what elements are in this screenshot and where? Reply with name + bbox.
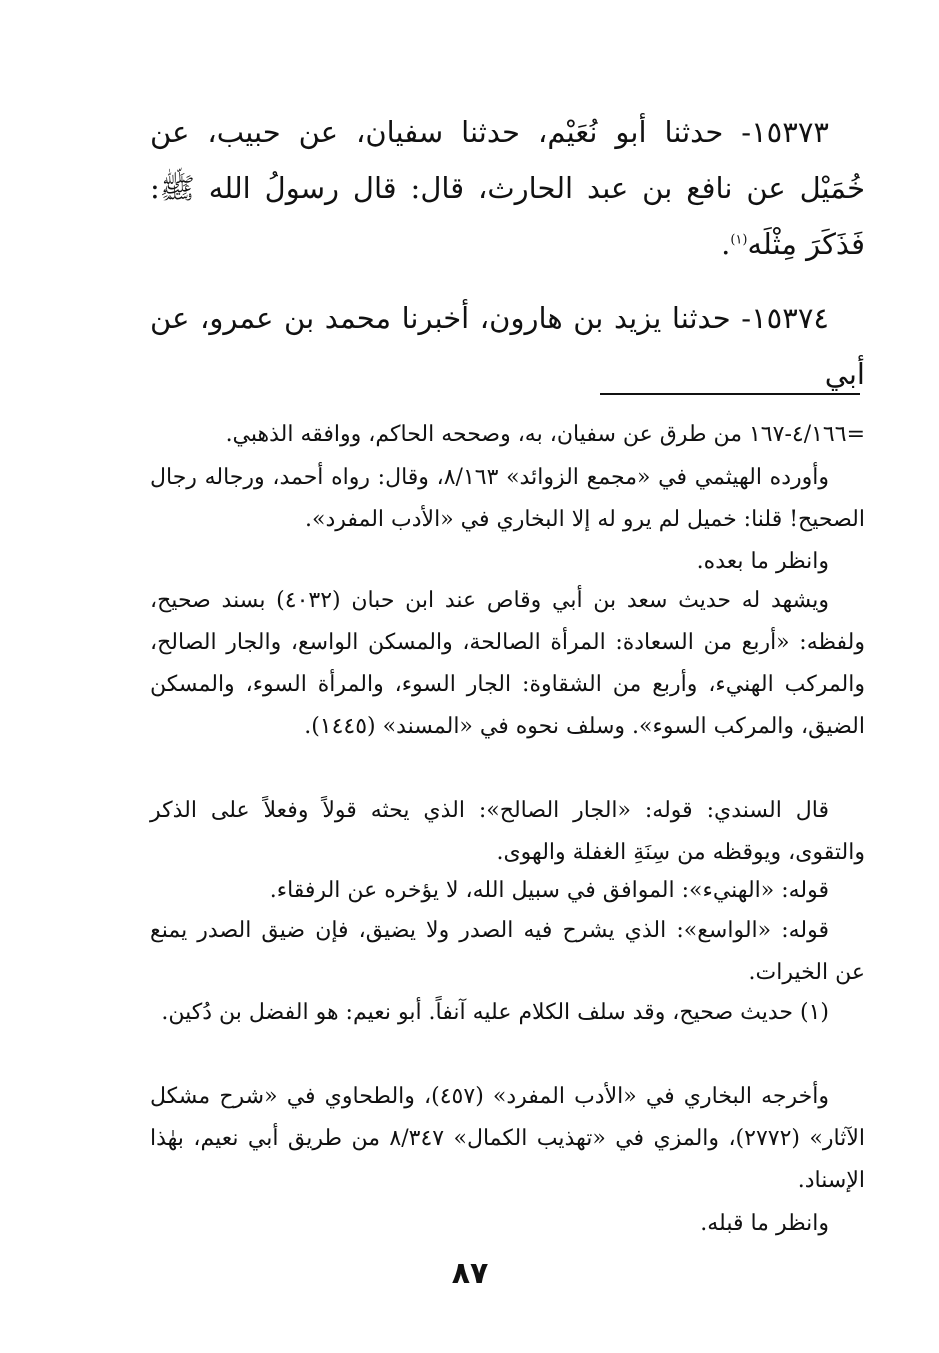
hadith-15374: ١٥٣٧٤- حدثنا يزيد بن هارون، أخبرنا محمد بن عمرو، عن أبي xyxy=(150,301,865,391)
footnote-bukhari: وأخرجه البخاري في «الأدب المفرد» (٤٥٧)، والطحاوي في «شرح مشكل الآثار» (٢٧٧٢)، والمزي في «تهذيب الكمال» ٨/٣٤٧ من طريق أبي نعيم، بهٰذا الإسناد. xyxy=(150,1084,865,1193)
hadith-15373-text: ١٥٣٧٣- حدثنا أبو نُعَيْم، حدثنا سفيان، عن حبيب، عن خُمَيْل عن نافع بن عبد الحارث، قال: قال رسولُ الله ﷺ: فَذَكَرَ مِثْلَه xyxy=(150,115,865,261)
footnote-sindi: قال السندي: قوله: «الجار الصالح»: الذي يحثه قولاً وفعلاً على الذكر والتقوى، ويوقظه من سِنَةِ الغفلة والهوى. xyxy=(150,798,865,865)
page-number: ٨٧ xyxy=(451,1256,489,1291)
footnote-shahid: ويشهد له حديث سعد بن أبي وقاص عند ابن حبان (٤٠٣٢) بسند صحيح، ولفظه: «أربع من السعادة: المرأة الصالحة، والمسكن الواسع، والجار الصالح، والمركب الهنيء، وأربع من الشقاوة: الجار السوء، والمرأة السوء، والمسكن الضيق، والمركب السوء». وسلف نحوه في «المسند» (١٤٤٥). xyxy=(150,588,865,739)
footnote-wasi: قوله: «الواسع»: الذي يشرح فيه الصدر ولا يضيق، فإن ضيق الصدر يمنع عن الخيرات. xyxy=(150,918,865,985)
footnote-hani: قوله: «الهنيء»: الموافق في سبيل الله، لا يؤخره عن الرفقاء. xyxy=(269,878,829,903)
hadith-15373-end: . xyxy=(721,227,731,261)
footnote-haythami: وأورده الهيثمي في «مجمع الزوائد» ٨/١٦٣، وقال: رواه أحمد، ورجاله رجال الصحيح! قلنا: خميل لم يرو له إلا البخاري في «الأدب المفرد». xyxy=(150,465,865,532)
footnote-ref-1: (١) xyxy=(730,232,748,248)
footnote-see-after: وانظر ما بعده. xyxy=(696,549,829,574)
hadith-15373 xyxy=(150,104,865,272)
footnote-see-before: وانظر ما قبله. xyxy=(700,1211,829,1236)
footnote-separator xyxy=(600,393,860,395)
footnote-1: (١) حديث صحيح، وقد سلف الكلام عليه آنفاً. أبو نعيم: هو الفضل بن دُكين. xyxy=(161,1000,829,1025)
footnote-continuation: =٤/١٦٦-١٦٧ من طرق عن سفيان، به، وصححه الحاكم، ووافقه الذهبي. xyxy=(225,422,865,447)
